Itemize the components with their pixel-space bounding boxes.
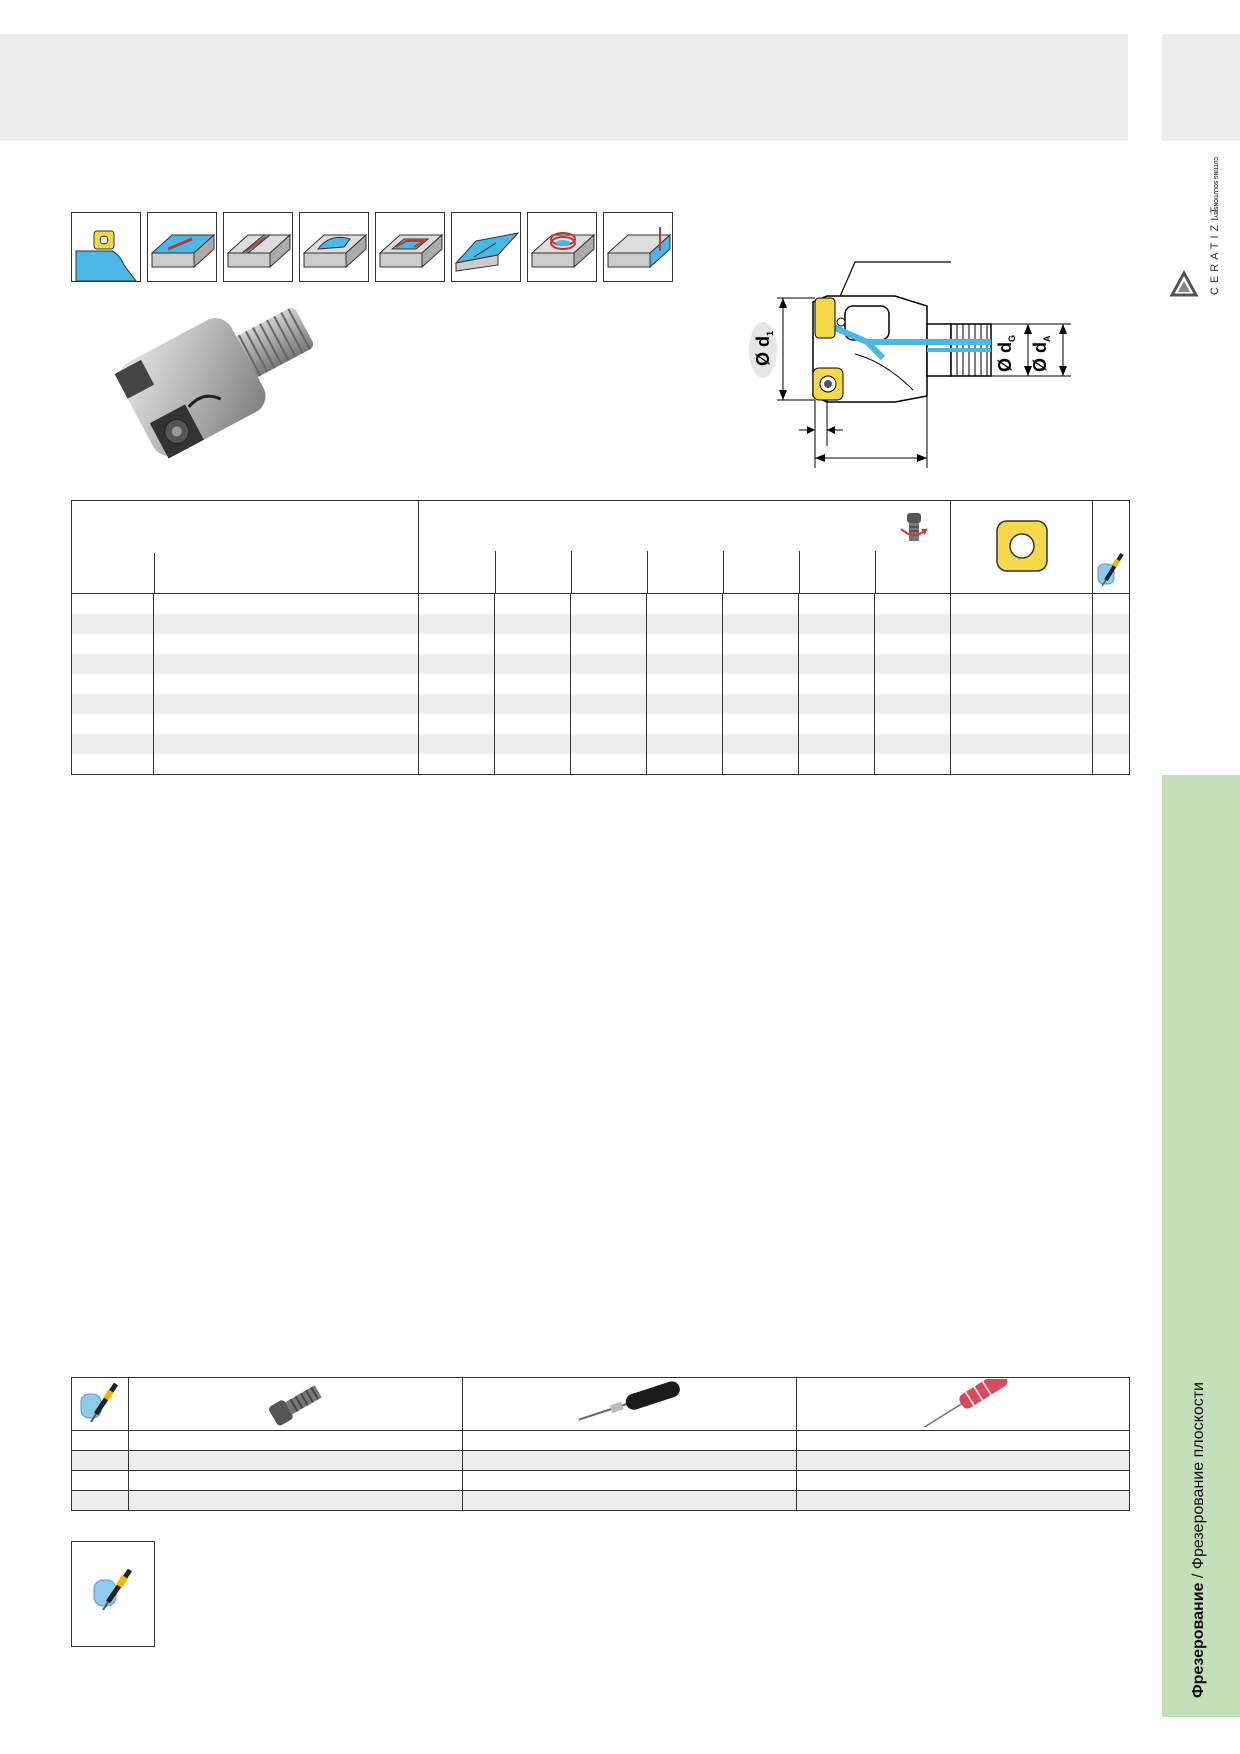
clamping-screw-header [129, 1378, 463, 1431]
table-row [72, 1491, 1130, 1511]
dimensions-header [419, 501, 951, 594]
slotting-icon [223, 212, 293, 282]
table-header [72, 501, 1130, 594]
insert-icon [994, 518, 1050, 574]
torque-screw-icon [897, 511, 929, 548]
spare-parts-icon [1094, 550, 1128, 590]
brand-triangle-icon [1172, 273, 1196, 295]
svg-text:Ø dA: Ø $d_A$ [1030, 335, 1052, 372]
contour-pocket-icon [375, 212, 445, 282]
table-row [72, 1431, 1130, 1451]
table-row [72, 714, 1130, 734]
insert-header [951, 501, 1093, 594]
table-row [72, 654, 1130, 674]
table-row [72, 674, 1130, 694]
spare-parts-header [72, 1378, 129, 1431]
table-row [72, 734, 1130, 754]
table-row [72, 634, 1130, 654]
table-row [72, 754, 1130, 775]
helical-milling-icon [527, 212, 597, 282]
table-row [72, 594, 1130, 615]
screwdriver-header [463, 1378, 797, 1431]
svg-text:Ø d1: Ø $d_1$ [753, 330, 775, 366]
brand-logo [1162, 145, 1240, 305]
face-milling-icon [147, 212, 217, 282]
screwdriver-icon [570, 1379, 690, 1427]
designation-header [72, 501, 419, 594]
side-tab-top [1162, 34, 1240, 141]
spare-parts-header [1093, 501, 1130, 594]
plunging-icon [603, 212, 673, 282]
spare-parts-icon [78, 1380, 122, 1426]
accessories-header [72, 1378, 1130, 1431]
svg-text:Ø dG: Ø $d_G$ [995, 334, 1017, 372]
table-row [72, 1451, 1130, 1471]
header-band [0, 34, 1128, 141]
side-tab-category-text: Фрезерование [1190, 1582, 1207, 1698]
clamping-screw-icon [261, 1379, 331, 1427]
side-tab-subcategory-text: Фрезерование плоскости [1190, 1382, 1207, 1570]
torque-screwdriver-icon [903, 1379, 1023, 1427]
insert-icon [71, 212, 141, 282]
ramping-icon [451, 212, 521, 282]
spare-parts-note [71, 1541, 155, 1647]
brand-name: CERATIZIT [1209, 202, 1221, 295]
torque-screwdriver-header [797, 1378, 1130, 1431]
product-photo [105, 300, 345, 475]
brand-tagline: CUTTING SOLUTIONS BY [1212, 157, 1218, 219]
table-row [72, 614, 1130, 634]
technical-diagram [735, 250, 1090, 480]
spare-parts-icon [72, 1542, 154, 1646]
table-row [72, 1471, 1130, 1491]
accessories-table [71, 1377, 1130, 1511]
product-table [71, 500, 1130, 775]
pocketing-icon [299, 212, 369, 282]
table-row [72, 694, 1130, 714]
